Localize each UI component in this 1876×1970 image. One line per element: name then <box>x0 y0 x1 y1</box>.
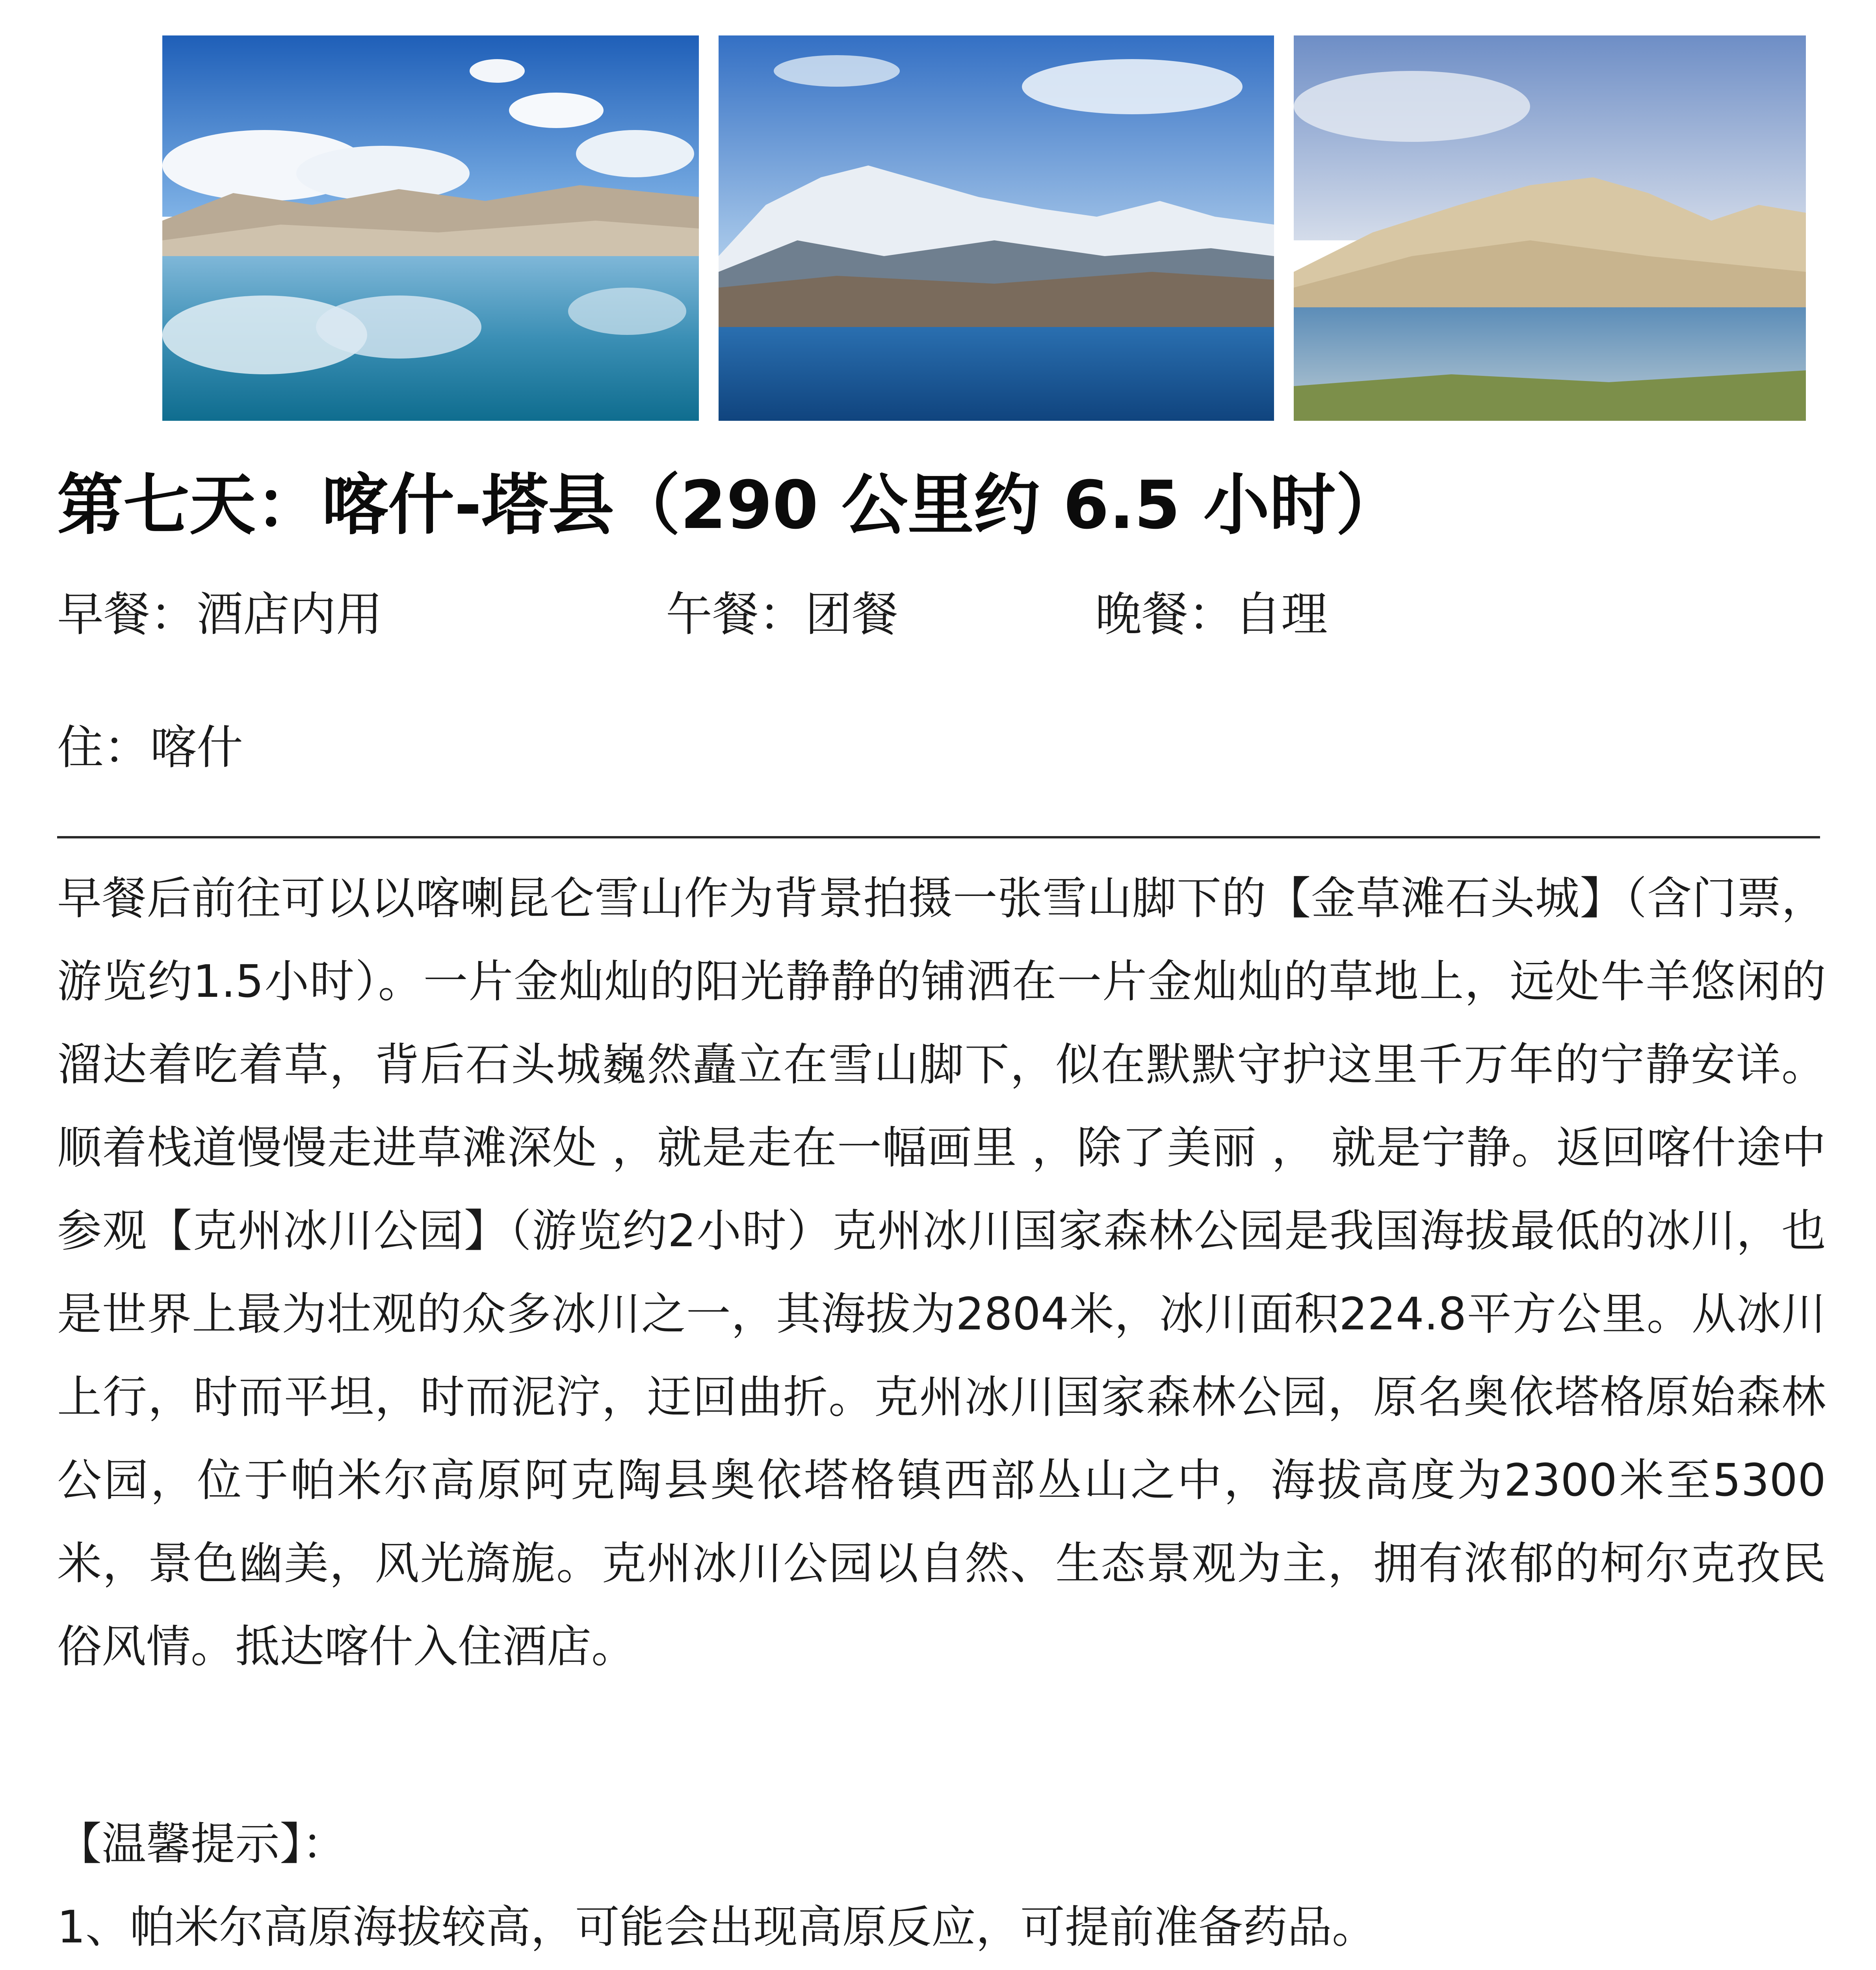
photo-snow-mountain-lake <box>719 35 1274 421</box>
dinner-info: 晚餐：自理 <box>1095 587 1328 641</box>
photo-sand-mountain-lake <box>1294 35 1806 421</box>
tips-heading: 【温馨提示】： <box>57 1818 347 1870</box>
photo-lake-reflection <box>162 35 699 421</box>
accommodation-info: 住：喀什 <box>57 720 243 775</box>
divider-line <box>57 836 1820 838</box>
day7-title: 第七天：喀什-塔县（290 公里约 6.5 小时） <box>57 466 1402 544</box>
lunch-info: 午餐：团餐 <box>666 587 899 641</box>
day7-description: 早餐后前往可以以喀喇昆仑雪山作为背景拍摄一张雪山脚下的【金草滩石头城】（含门票，游览约1.5小时）。一片金灿灿的阳光静静的铺洒在一片金灿灿的草地上，远处牛羊悠闲的溜达着吃着草，背后石头城巍然矗立在雪山脚下，似在默默守护这里千万年的宁静安详。顺着栈道慢慢走进草滩深处 ，就是走在一幅画里 ，除了美丽 ， 就是宁静。返回喀什途中参观【克州冰川公园】（游览约2小时）克州冰川国家森林公园是我国海拔最低的冰川，也是世界上最为壮观的众多冰川之一，其海拔为2804米，冰川面积224.8平方公里。从冰川上行，时而平坦，时而泥泞，迂回曲折。克州冰川国家森林公园，原名奥依塔格原始森林公园，位于帕米尔高原阿克陶县奥依塔格镇西部丛山之中，海拔高度为2300米至5300米，景色幽美，风光旖旎。克州冰川公园以自然、生态景观为主，拥有浓郁的柯尔克孜民俗风情。抵达喀什入住酒店。 <box>57 872 1826 1673</box>
tip-item-1: 1、帕米尔高原海拔较高，可能会出现高原反应，可提前准备药品。 <box>57 1901 1376 1953</box>
breakfast-info: 早餐：酒店内用 <box>57 587 383 641</box>
